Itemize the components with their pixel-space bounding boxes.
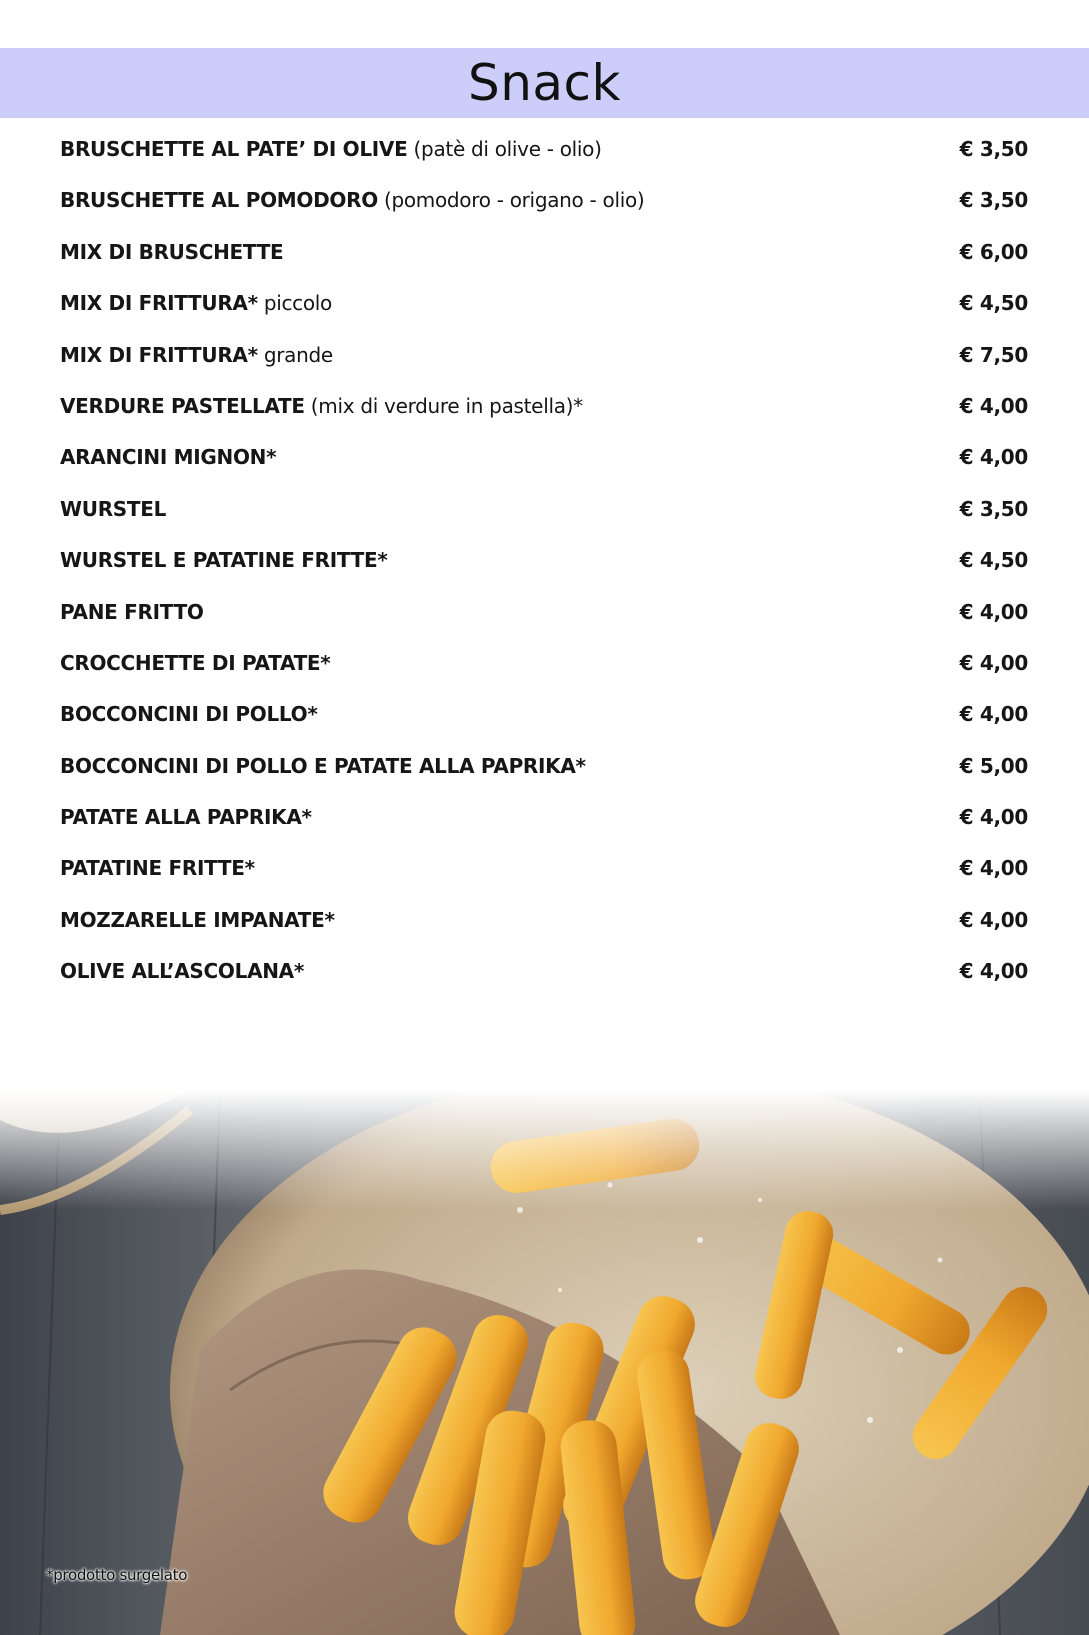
menu-item-title: CROCCHETTE DI PATATE* [60,650,331,675]
menu-item-name [60,805,312,829]
menu-item-title: VERDURE PASTELLATE [60,393,305,418]
header-band [0,48,1089,118]
menu-item-price: € 4,00 [959,445,1028,470]
menu-item-title: MIX DI FRITTURA* [60,342,258,367]
menu-item-price: € 4,00 [959,805,1028,830]
menu-item [60,343,1028,394]
menu-item-price: € 4,00 [959,599,1028,624]
menu-item-title: ARANCINI MIGNON* [60,445,277,470]
menu-item-name [60,497,166,521]
menu-item-title: MOZZARELLE IMPANATE* [60,907,335,932]
menu-item-price: € 6,00 [959,239,1028,264]
menu-item-price: € 4,00 [959,702,1028,727]
menu-item [60,291,1028,342]
menu-item [60,394,1028,445]
menu-item-note: piccolo [257,291,332,316]
menu-item [60,651,1028,702]
menu-item [60,754,1028,805]
menu-item-price: € 7,50 [959,342,1028,367]
menu-item-price: € 5,00 [959,753,1028,778]
menu-item [60,959,1028,1010]
menu-item-price: € 4,00 [959,959,1028,984]
menu-item-price: € 4,50 [959,548,1028,573]
menu-item [60,445,1028,496]
menu-item-price: € 3,50 [959,496,1028,521]
menu-item [60,600,1028,651]
menu-item-name [60,959,304,983]
menu-item-title: WURSTEL [60,496,167,521]
menu-item-name [60,445,276,469]
menu-item-name [60,651,330,675]
menu-item-name [60,754,586,778]
menu-item-title: BOCCONCINI DI POLLO* [60,702,318,727]
menu-item-price: € 3,50 [959,137,1028,161]
menu-item-name [60,548,388,572]
frozen-product-note: *prodotto surgelato [46,1566,188,1584]
menu-item-name [60,600,204,624]
menu-item [60,548,1028,599]
menu-item [60,805,1028,856]
menu-item-price: € 4,00 [959,856,1028,881]
menu-item-title: PANE FRITTO [60,599,204,624]
menu-item-name [60,137,602,161]
menu-item-price: € 3,50 [959,188,1028,213]
menu-item-note: grande [257,342,333,367]
menu-item-title: BRUSCHETTE AL PATE’ DI OLIVE [60,137,408,161]
menu-item-title: BRUSCHETTE AL POMODORO [60,188,378,213]
menu-item-name [60,908,335,932]
menu-item-name [60,702,318,726]
menu-item [60,188,1028,239]
menu-item-title: WURSTEL E PATATINE FRITTE* [60,548,388,573]
menu-item [60,240,1028,291]
menu-item-title: MIX DI BRUSCHETTE [60,239,284,264]
menu-item-note: (pomodoro - origano - olio) [377,188,645,213]
menu-item [60,702,1028,753]
page-title: Snack [467,54,621,112]
menu-item-title: PATATE ALLA PAPRIKA* [60,805,312,830]
menu-item-name [60,856,255,880]
menu-item [60,856,1028,907]
menu-list [60,137,1028,1011]
menu-item-note: (patè di olive - olio) [407,137,602,161]
menu-item [60,497,1028,548]
menu-item-title: BOCCONCINI DI POLLO E PATATE ALLA PAPRIKA* [60,753,586,778]
menu-item-price: € 4,00 [959,907,1028,932]
menu-item-name [60,240,283,264]
menu-item-title: OLIVE ALL’ASCOLANA* [60,959,305,984]
menu-item-title: PATATINE FRITTE* [60,856,255,881]
menu-item [60,137,1028,188]
menu-item-name [60,188,644,212]
menu-item-name [60,291,332,315]
menu-item-price: € 4,50 [959,291,1028,316]
fries-photo [0,1090,1089,1635]
menu-item-title: MIX DI FRITTURA* [60,291,258,316]
menu-item-price: € 4,00 [959,650,1028,675]
menu-item [60,908,1028,959]
menu-item-name [60,343,333,367]
menu-item-note: (mix di verdure in pastella)* [304,393,583,418]
menu-item-name [60,394,583,418]
menu-item-price: € 4,00 [959,393,1028,418]
